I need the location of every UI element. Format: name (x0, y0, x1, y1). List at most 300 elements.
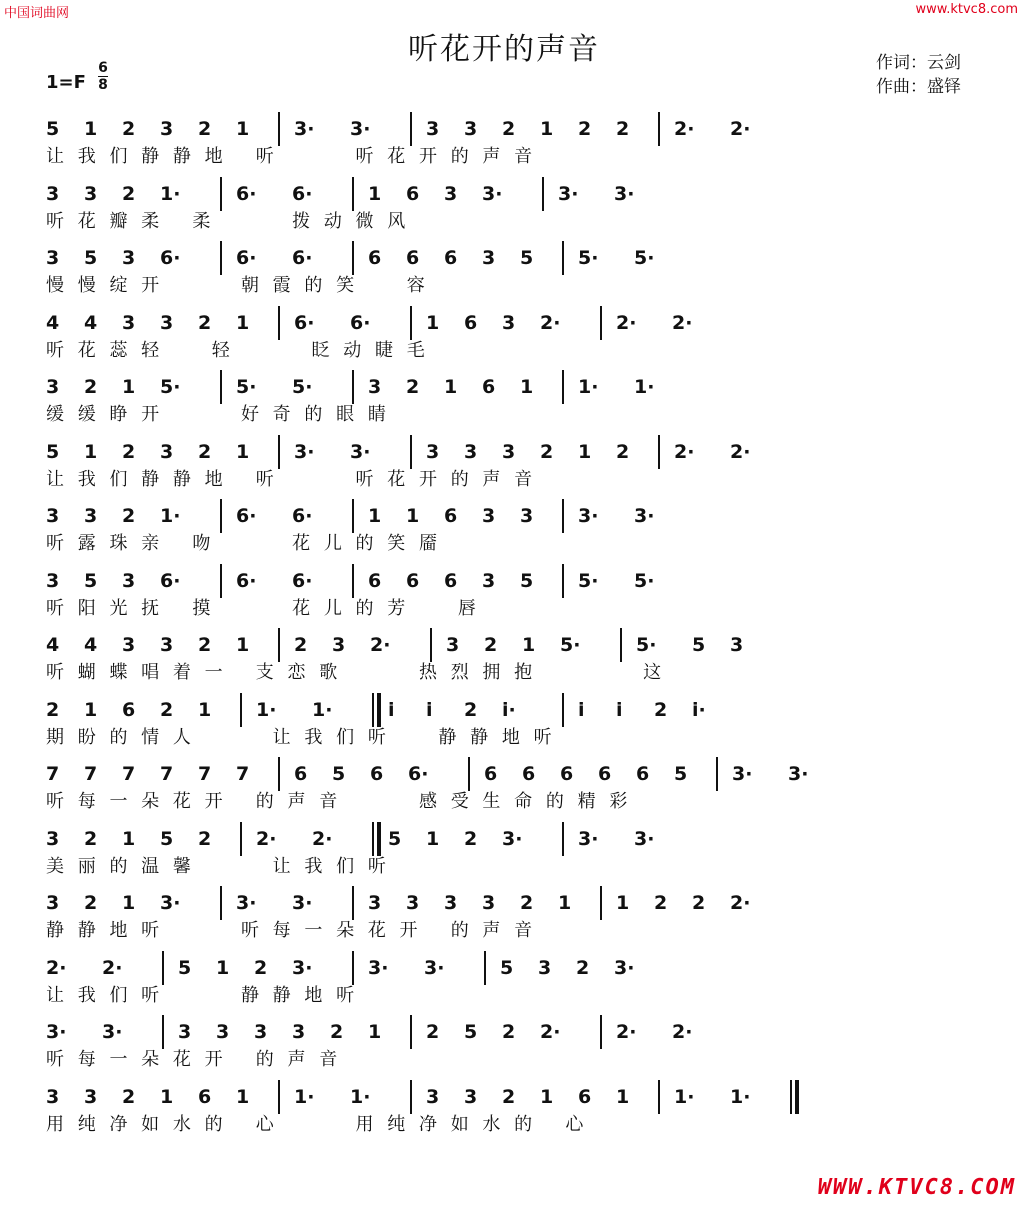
note: 3 (122, 569, 136, 592)
barline (352, 886, 354, 920)
lyric-line: 让 我 们 静 静 地 听 听 花 开 的 声 音 (46, 468, 537, 490)
note: 1 (426, 827, 440, 850)
watermark-bottom-url: WWW.KTVC8.COM (817, 1175, 1016, 1200)
meter-top: 6 (98, 60, 108, 76)
note: 3 (426, 440, 440, 463)
note: 3 (730, 634, 744, 656)
score-row (0, 957, 1024, 1021)
note: 5 (84, 569, 98, 592)
barline (372, 822, 374, 856)
note: 2· (616, 1021, 637, 1043)
note: 2 (122, 440, 136, 463)
lyric-line: 听 蝴 蝶 唱 着 一 支 恋 歌 热 烈 拥 抱 这 (46, 662, 666, 683)
note: 1· (350, 1085, 371, 1108)
note: 2· (672, 311, 693, 334)
note: 6 (598, 763, 612, 785)
score-row (0, 183, 1024, 247)
note: 3 (482, 247, 496, 269)
song-title: 听花开的声音 (408, 32, 600, 67)
lyric-line: 听 花 蕊 轻 轻 眨 动 睫 毛 (46, 339, 429, 361)
note: 5· (578, 247, 599, 269)
note: 1 (236, 634, 250, 656)
note: 6 (370, 763, 384, 785)
note: 2 (616, 440, 630, 463)
note: 3 (46, 892, 60, 914)
note: 2 (502, 1085, 516, 1108)
lyric-line: 让 我 们 静 静 地 听 听 花 开 的 声 音 (46, 146, 537, 167)
barline (278, 757, 280, 791)
note: 1 (84, 698, 98, 721)
note: i (388, 698, 395, 721)
note: 7 (236, 763, 250, 785)
note: 3 (444, 892, 458, 914)
note: 2 (122, 182, 136, 205)
note: 3 (368, 892, 382, 914)
barline (562, 241, 564, 275)
note: 1 (236, 440, 250, 463)
barline (240, 822, 242, 856)
note: 2· (674, 440, 695, 463)
note: 6 (560, 763, 574, 785)
note: 2 (406, 376, 420, 398)
barline (410, 435, 412, 469)
barline (240, 693, 242, 727)
lyric-line: 听 每 一 朵 花 开 的 声 音 感 受 生 命 的 精 彩 (46, 791, 632, 812)
note: 5 (84, 247, 98, 269)
note: 1 (522, 634, 536, 656)
barline (162, 951, 164, 985)
note: 7 (160, 763, 174, 785)
barline (162, 1015, 164, 1049)
note: 1· (160, 505, 181, 527)
note: 3 (84, 182, 98, 205)
lyric-line: 听 露 珠 亲 吻 花 儿 的 笑 靥 (46, 533, 441, 554)
barline (716, 757, 718, 791)
note: 2 (84, 376, 98, 398)
lyric-line: 静 静 地 听 听 每 一 朵 花 开 的 声 音 (46, 920, 537, 941)
note: 3 (160, 118, 174, 140)
note: 3· (102, 1021, 123, 1043)
barline (220, 177, 222, 211)
note: 5 (388, 827, 402, 850)
note: 3 (482, 505, 496, 527)
note: 2· (730, 440, 751, 463)
barline (600, 1015, 602, 1049)
barline (600, 306, 602, 340)
barline (658, 1080, 660, 1114)
note: 6· (236, 247, 257, 269)
note: 1 (426, 311, 440, 334)
note: 6 (522, 763, 536, 785)
score-row (0, 570, 1024, 634)
note: 3 (46, 505, 60, 527)
barline (278, 112, 280, 146)
note: 3 (46, 569, 60, 592)
note: 3 (254, 1021, 268, 1043)
note: 2 (198, 440, 212, 463)
note: 1 (236, 118, 250, 140)
score-row (0, 699, 1024, 763)
note: 3 (46, 1085, 60, 1108)
watermark-site-name: 中国词曲网 (4, 6, 70, 21)
note: 6 (198, 1085, 212, 1108)
note: 3 (520, 505, 534, 527)
barline (220, 241, 222, 275)
note: 6· (236, 569, 257, 592)
barline (542, 177, 544, 211)
note: 1 (216, 956, 230, 979)
note: 2 (464, 698, 478, 721)
note: 3· (634, 505, 655, 527)
note: 2 (84, 827, 98, 850)
note: 1· (634, 376, 655, 398)
note: i· (502, 698, 516, 721)
note: 3 (332, 634, 346, 656)
note: 3 (46, 182, 60, 205)
note: 5 (332, 763, 346, 785)
score-row (0, 441, 1024, 505)
note: 5· (292, 376, 313, 398)
note: 6 (406, 569, 420, 592)
note: 6 (636, 763, 650, 785)
note: 2 (122, 118, 136, 140)
note: 6· (350, 311, 371, 334)
note: 2 (502, 118, 516, 140)
note: 2· (730, 118, 751, 140)
note: 6 (122, 698, 136, 721)
note: 2 (198, 118, 212, 140)
note: 1 (616, 1085, 630, 1108)
note: 1 (368, 182, 382, 205)
barline (352, 177, 354, 211)
note: 2· (730, 892, 751, 914)
note: 6· (294, 311, 315, 334)
note: 2 (122, 1085, 136, 1108)
barline (658, 112, 660, 146)
barline (220, 499, 222, 533)
note: 1 (540, 1085, 554, 1108)
note: 1· (160, 182, 181, 205)
note: 1 (520, 376, 534, 398)
note: 2 (540, 440, 554, 463)
note: 5 (46, 118, 60, 140)
barline (562, 822, 564, 856)
note: 2· (370, 634, 391, 656)
lyric-line: 听 阳 光 抚 摸 花 儿 的 芳 唇 (46, 597, 480, 619)
note: 6· (292, 569, 313, 592)
lyric-line: 让 我 们 听 静 静 地 听 (46, 984, 359, 1006)
barline (410, 306, 412, 340)
barline (278, 1080, 280, 1114)
note: i· (692, 698, 706, 721)
score-row (0, 118, 1024, 182)
note: 2 (122, 505, 136, 527)
note: 5· (634, 247, 655, 269)
note: 3 (444, 182, 458, 205)
note: 3 (482, 892, 496, 914)
barline (352, 951, 354, 985)
note: 5 (520, 247, 534, 269)
note: 1 (236, 311, 250, 334)
lyric-line: 期 盼 的 情 人 让 我 们 听 静 静 地 听 (46, 726, 556, 748)
note: 3 (292, 1021, 306, 1043)
note: 6· (292, 182, 313, 205)
note: 4 (84, 634, 98, 656)
note: 3· (292, 892, 313, 914)
note: 3· (788, 763, 809, 785)
note: 3 (84, 505, 98, 527)
note: 6 (406, 247, 420, 269)
note: 2 (426, 1021, 440, 1043)
note: 5 (520, 569, 534, 592)
note: 6· (236, 182, 257, 205)
score-row (0, 828, 1024, 892)
note: 1 (84, 118, 98, 140)
note: 3 (538, 956, 552, 979)
score-row (0, 312, 1024, 376)
note: 1· (312, 698, 333, 721)
note: 3 (46, 376, 60, 398)
note: 2 (578, 118, 592, 140)
note: 2· (312, 827, 333, 850)
note: 1 (122, 827, 136, 850)
note: 6· (292, 505, 313, 527)
key-signature: 1=F (46, 72, 86, 93)
double-barline (377, 822, 381, 856)
barline (220, 886, 222, 920)
barline (562, 564, 564, 598)
note: 3 (178, 1021, 192, 1043)
note: 3 (160, 311, 174, 334)
note: 6 (482, 376, 496, 398)
note: 3 (216, 1021, 230, 1043)
note: 5 (178, 956, 192, 979)
note: 3· (294, 440, 315, 463)
note: i (578, 698, 585, 721)
note: 3· (482, 182, 503, 205)
note: 1· (294, 1085, 315, 1108)
note: 6· (160, 569, 181, 592)
barline (278, 628, 280, 662)
score-row (0, 634, 1024, 698)
note: 1 (616, 892, 630, 914)
note: 3 (482, 569, 496, 592)
lyric-line: 美 丽 的 温 馨 让 我 们 听 (46, 855, 390, 877)
barline (790, 1080, 792, 1114)
note: 1 (558, 892, 572, 914)
note: 5 (160, 827, 174, 850)
note: 3· (292, 956, 313, 979)
note: 7 (46, 763, 60, 785)
note: 6· (292, 247, 313, 269)
note: 2 (198, 311, 212, 334)
barline (352, 241, 354, 275)
note: 2· (540, 311, 561, 334)
barline (220, 370, 222, 404)
note: 3 (426, 1085, 440, 1108)
note: 1 (540, 118, 554, 140)
note: 3 (464, 440, 478, 463)
note: 7 (198, 763, 212, 785)
note: 2· (46, 956, 67, 979)
note: 1· (256, 698, 277, 721)
note: 3· (350, 118, 371, 140)
note: 3 (502, 440, 516, 463)
note: 5· (560, 634, 581, 656)
note: 6· (160, 247, 181, 269)
note: 3· (502, 827, 523, 850)
barline (352, 564, 354, 598)
note: 2 (616, 118, 630, 140)
note: 5 (46, 440, 60, 463)
note: 3· (614, 956, 635, 979)
time-signature (98, 60, 108, 93)
barline (562, 693, 564, 727)
barline (562, 370, 564, 404)
note: 1 (444, 376, 458, 398)
note: 6 (484, 763, 498, 785)
note: 3· (578, 505, 599, 527)
note: 1· (730, 1085, 751, 1108)
note: 3 (160, 440, 174, 463)
double-barline (377, 693, 381, 727)
note: 3· (294, 118, 315, 140)
score-row (0, 376, 1024, 440)
note: 5· (236, 376, 257, 398)
barline (352, 370, 354, 404)
note: 3 (122, 311, 136, 334)
note: 7 (84, 763, 98, 785)
note: 6 (444, 505, 458, 527)
note: 2 (330, 1021, 344, 1043)
note: 2 (576, 956, 590, 979)
score-row (0, 505, 1024, 569)
note: 6 (578, 1085, 592, 1108)
note: 1 (236, 1085, 250, 1108)
note: 5· (160, 376, 181, 398)
watermark-site-url: www.ktvc8.com (915, 2, 1018, 17)
note: 6 (406, 182, 420, 205)
note: 1 (84, 440, 98, 463)
barline (620, 628, 622, 662)
note: 3 (122, 634, 136, 656)
note: 2 (198, 827, 212, 850)
barline (562, 499, 564, 533)
lyric-line: 用 纯 净 如 水 的 心 用 纯 净 如 水 的 心 (46, 1113, 588, 1135)
note: 1· (578, 376, 599, 398)
note: 7 (122, 763, 136, 785)
note: 1 (198, 698, 212, 721)
note: 3· (614, 182, 635, 205)
note: 1 (122, 892, 136, 914)
note: 2 (692, 892, 706, 914)
score-row (0, 892, 1024, 956)
note: 5 (674, 763, 688, 785)
barline (410, 112, 412, 146)
note: 3· (558, 182, 579, 205)
barline (468, 757, 470, 791)
note: 3 (160, 634, 174, 656)
note: 2· (102, 956, 123, 979)
note: 3· (236, 892, 257, 914)
note: 3 (84, 1085, 98, 1108)
note: 2 (654, 892, 668, 914)
score-row (0, 1086, 1024, 1150)
barline (410, 1080, 412, 1114)
note: 3 (46, 827, 60, 850)
note: 6· (236, 505, 257, 527)
note: 4 (84, 311, 98, 334)
note: 2 (294, 634, 308, 656)
note: i (426, 698, 433, 721)
lyric-line: 慢 慢 绽 开 朝 霞 的 笑 容 (46, 275, 429, 296)
note: 6 (444, 569, 458, 592)
lyricist-credit: 作词：云剑 (876, 53, 961, 73)
note: 2· (256, 827, 277, 850)
note: 2 (84, 892, 98, 914)
note: 1 (122, 376, 136, 398)
note: 6· (408, 763, 429, 785)
note: 5 (500, 956, 514, 979)
lyric-line: 听 每 一 朵 花 开 的 声 音 (46, 1049, 342, 1070)
note: 6 (444, 247, 458, 269)
note: 1 (160, 1085, 174, 1108)
note: 5· (578, 569, 599, 592)
note: 2 (254, 956, 268, 979)
note: 5 (464, 1021, 478, 1043)
note: 3· (46, 1021, 67, 1043)
barline (220, 564, 222, 598)
note: 6 (294, 763, 308, 785)
barline (410, 1015, 412, 1049)
note: 3· (732, 763, 753, 785)
barline (484, 951, 486, 985)
note: 2 (464, 827, 478, 850)
note: 2 (654, 698, 668, 721)
note: 2 (198, 634, 212, 656)
note: 1 (368, 1021, 382, 1043)
score-row (0, 1021, 1024, 1085)
note: 4 (46, 311, 60, 334)
note: 3 (46, 247, 60, 269)
note: 2 (160, 698, 174, 721)
note: 2 (502, 1021, 516, 1043)
note: 6 (368, 569, 382, 592)
lyric-line: 缓 缓 睁 开 好 奇 的 眼 睛 (46, 404, 390, 425)
note: i (616, 698, 623, 721)
note: 2· (616, 311, 637, 334)
barline (430, 628, 432, 662)
barline (600, 886, 602, 920)
note: 2· (672, 1021, 693, 1043)
note: 6 (464, 311, 478, 334)
note: 5· (636, 634, 657, 656)
barline (352, 499, 354, 533)
note: 3· (424, 956, 445, 979)
double-barline (795, 1080, 799, 1114)
note: 3· (160, 892, 181, 914)
note: 3· (634, 827, 655, 850)
note: 2· (540, 1021, 561, 1043)
note: 2 (520, 892, 534, 914)
note: 3· (578, 827, 599, 850)
barline (278, 306, 280, 340)
lyric-line: 听 花 瓣 柔 柔 拨 动 微 风 (46, 210, 410, 232)
barline (278, 435, 280, 469)
note: 3 (406, 892, 420, 914)
note: 1 (578, 440, 592, 463)
note: 3 (122, 247, 136, 269)
